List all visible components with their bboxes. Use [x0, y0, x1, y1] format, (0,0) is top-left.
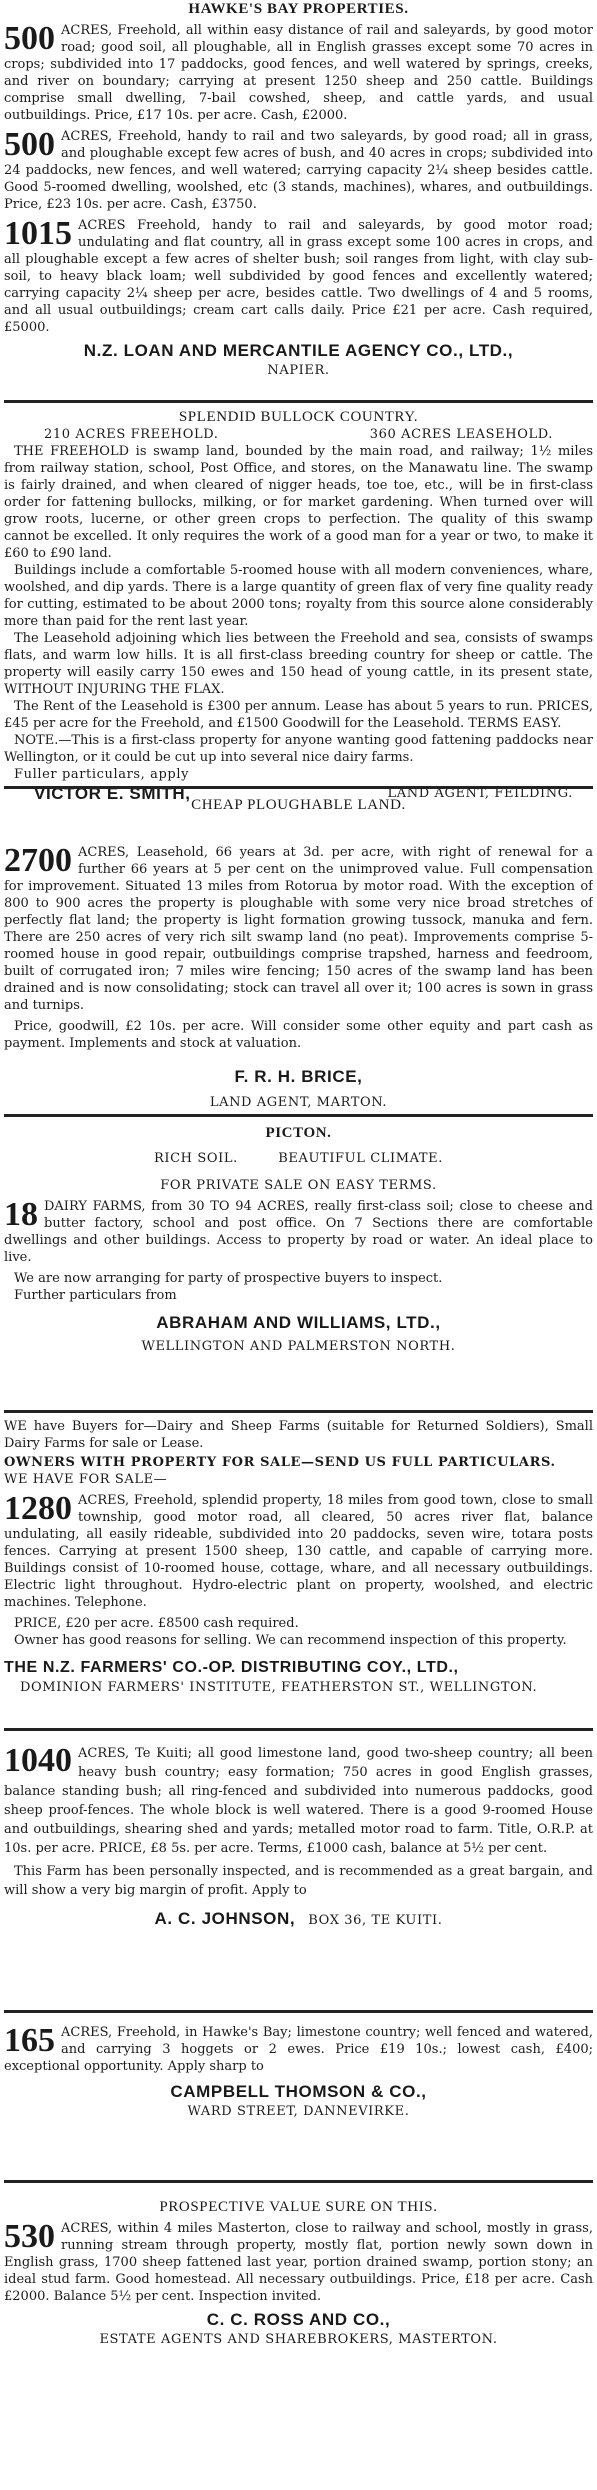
listing-text: ACRES, Freehold, handy to rail and two saleyards, by good road; all in grass, and ploughable except few acres of bush, and 40 acres in crops; subdivided into 24 paddocks, new fences, and well watered; carrying capacity 2¼ sheep besides cattle. Good 5-roomed dwelling, woolshed, etc (3 stands, machines), whares, and outbuildings. Price, £23 10s. per acre. Cash, £3750. [4, 129, 593, 212]
price-text: PRICE, £20 per acre. £8500 cash required. [14, 1616, 299, 1631]
listing [4, 2024, 593, 2075]
newspaper-page [4, 0, 593, 2490]
divider [4, 786, 593, 789]
agent-name: THE N.Z. FARMERS' CO.-OP. DISTRIBUTING COY., LTD., [4, 1659, 459, 1676]
for-sale-heading: WE HAVE FOR SALE— [4, 1472, 168, 1487]
agent-address: WELLINGTON AND PALMERSTON NORTH. [141, 1339, 456, 1354]
acreage-number: 500 [4, 128, 55, 163]
acreage-number: 1015 [4, 217, 72, 252]
paragraph: NOTE.—This is a first-class property for anyone wanting good fattening paddocks near Wellington, or it could be cut up into several nice dairy farms. [4, 733, 593, 765]
listing-text: ACRES, Leasehold, 66 years at 3d. per acre, with right of renewal for a further 66 years at 5 per cent on the unimproved value. Full compensation for improvement. Situated 13 miles from Rotorua by motor road. With the exception of 800 to 900 acres the property is ploughable with some very nice broad stretches of perfectly flat land; the property is light formation growing tussock, manuka and fern. There are 250 acres of very rich silt swamp land (no peat). Improvements comprise 5-roomed house in good repair, outbuildings comprise trapshed, harness and feedroom, built of corrugated iron; 7 miles wire fencing; 150 acres of the swamp land has been drained and is now consolidating; stock can travel all over it; 100 acres is sown in grass and turnips. [4, 845, 593, 1013]
bullock-country-ad [4, 408, 593, 805]
agent-line [4, 1908, 593, 1930]
further-line: Fuller particulars, apply [14, 767, 190, 782]
listing-text: ACRES Freehold, handy to rail and saleyards, by good motor road; undulating and flat country, all in grass except some 100 acres in crops, and all ploughable except a few acres of shelter bush; soil ranges from light, with clay sub-soil, to heavy black loam; well subdivided by good fences and excellently watered; carrying capacity 2¼ sheep per acre, besides cattle. Two dwellings of 4 and 5 rooms, and all usual outbuildings; cream cart calls daily. Price £21 per acre. Cash required, £5000. [4, 218, 593, 335]
agent-name: CAMPBELL THOMSON & CO., [170, 2082, 427, 2101]
sale-terms: FOR PRIVATE SALE ON EASY TERMS. [160, 1178, 437, 1193]
agent-name: ABRAHAM AND WILLIAMS, LTD., [156, 1313, 441, 1332]
divider [4, 2180, 593, 2183]
hawkes-165-ad [4, 2020, 593, 2120]
acreage-number: 165 [4, 2024, 55, 2059]
acreage-line [4, 426, 593, 443]
freehold-acres: 210 ACRES FREEHOLD. [44, 427, 219, 442]
agent-title: LAND AGENT, FEILDING. [387, 786, 573, 801]
subtitle-line [4, 1142, 593, 1167]
listing [4, 1744, 593, 1858]
listing-text: ACRES, within 4 miles Masterton, close to railway and school, mostly in grass, running stream through property, mostly flat, portion newly sown down in English grass, 1700 sheep fattened last year, portion drained swamp, portion stony; an ideal stud farm. Good homestead. All necessary outbuildings. Price, £18 per acre. Cash £2000. Balance 5½ per cent. Inspection invited. [4, 2221, 593, 2304]
subtitle-right: BEAUTIFUL CLIMATE. [278, 1151, 443, 1166]
paragraph: We are now arranging for party of prospective buyers to inspect. [14, 1271, 443, 1286]
divider [4, 400, 593, 403]
paragraph: The Rent of the Leasehold is £300 per annum. Lease has about 5 years to run. PRICES, £45 per acre for the Freehold, and £1500 Goodwill for the Leasehold. TERMS EASY. [4, 699, 593, 731]
hawkes-bay-ad [4, 0, 593, 379]
ad-title: HAWKE'S BAY PROPERTIES. [188, 1, 409, 17]
agent-address: BOX 36, TE KUITI. [308, 1913, 443, 1928]
further-line: Further particulars from [14, 1288, 177, 1303]
picton-ad [4, 1124, 593, 1355]
subtitle-left: RICH SOIL. [154, 1151, 238, 1166]
cheap-land-ad [4, 796, 593, 1111]
agent-name: VICTOR E. SMITH, [34, 784, 191, 803]
listing [4, 1198, 593, 1266]
agent-title: LAND AGENT, MARTON. [209, 1095, 388, 1110]
ad-title: SPLENDID BULLOCK COUNTRY. [178, 409, 419, 425]
listing-text: ACRES, Freehold, in Hawke's Bay; limestone country; well fenced and watered, and carrying 3 hoggets or 2 ewes. Price £19 10s.; lowest cash, £400; exceptional opportunity. Apply sharp to [4, 2025, 593, 2074]
acreage-number: 1280 [4, 1492, 72, 1527]
agent-address: DOMINION FARMERS' INSTITUTE, FEATHERSTON ST., WELLINGTON. [20, 1680, 538, 1695]
paragraph: THE FREEHOLD is swamp land, bounded by the main road, and railway; 1½ miles from railway station, school, Post Office, and stores, on the Manawatu line. The swamp is fairly drained, and when cleared of nigger heads, toe toe, etc., will be in first-class order for fattening bullocks, milking, or for market gardening. When turned over will grow roots, lucerne, or other green crops to perfection. The quality of this swamp cannot be excelled. It only requires the work of a good man for a year or two, to make it £60 to £90 land. [4, 444, 593, 561]
acreage-number: 1040 [4, 1744, 72, 1779]
price-text: Price, goodwill, £2 10s. per acre. Will consider some other equity and part cash as payment. Implements and stock at valuation. [4, 1019, 593, 1051]
listing [4, 217, 593, 336]
agent-name: C. C. ROSS AND CO., [206, 2310, 391, 2329]
divider [4, 2010, 593, 2013]
listing [4, 844, 593, 1014]
agent-name: A. C. JOHNSON, [154, 1909, 296, 1928]
ad-title: CHEAP PLOUGHABLE LAND. [191, 797, 406, 813]
agent-name: F. R. H. BRICE, [234, 1067, 363, 1086]
listing [4, 128, 593, 213]
divider [4, 1410, 593, 1413]
acreage-number: 530 [4, 2220, 55, 2255]
listing-text: ACRES, Te Kuiti; all good limestone land, good two-sheep country; all been heavy bush country; easy formation; 750 acres in good English grasses, balance standing bush; all ring-fenced and subdivided into numerous paddocks, good sheep proof-fences. The whole block is well watered. There is a good 9-roomed House and outbuildings, shearing shed and yards; metalled motor road to farm. Title, O.R.P. at 10s. per acre. PRICE, £8 5s. per acre. Terms, £1000 cash, balance at 5½ per cent. [4, 1746, 593, 1856]
paragraph: The Leasehold adjoining which lies between the Freehold and sea, consists of swamps flats, and warm low hills. It is all first-class breeding country for sheep or cattle. The property will easily carry 150 ewes and 150 head of young cattle, in its present state, WITHOUT INJURING THE FLAX. [4, 631, 593, 697]
listing [4, 22, 593, 124]
listing-text: ACRES, Freehold, splendid property, 18 miles from good town, close to small township, good motor road, all cleared, 50 acres river flat, balance undulating, all easily rideable, subdivided into 20 paddocks, seven wire, totara posts fences. Carrying at present 1500 sheep, 130 cattle, and capable of carrying more. Buildings consist of 10-roomed house, cottage, whare, and all necessary outbuildings. Electric light throughout. Hydro-electric plant on property, woolshed, and electric machines. Telephone. [4, 1493, 593, 1610]
agent-name: N.Z. LOAN AND MERCANTILE AGENCY CO., LTD., [83, 341, 514, 360]
listing-text: DAIRY FARMS, from 30 TO 94 ACRES, really first-class soil; close to cheese and butter factory, school and post office. On 7 Sections there are comfortable dwellings and other buildings. Access to property by road or water. An ideal place to live. [4, 1199, 593, 1265]
ad-title: PICTON. [265, 1125, 332, 1141]
ad-title: PROSPECTIVE VALUE SURE ON THIS. [159, 2199, 438, 2215]
owner-note: Owner has good reasons for selling. We can recommend inspection of this property. [14, 1633, 567, 1648]
masterton-ad [4, 2198, 593, 2348]
listing-text: ACRES, Freehold, all within easy distance of rail and saleyards, by good motor road; good soil, all ploughable, all in English grasses except some 70 acres in crops; subdivided into 17 paddocks, good fences, and well watered by springs, creeks, and river on boundary; carrying at present 1250 sheep and 250 cattle. Buildings comprise small dwelling, 7-bail cowshed, sheep, and cattle yards, and usual outbuildings. Price, £17 10s. per acre. Cash, £2000. [4, 23, 593, 123]
inspection-note: This Farm has been personally inspected, and is recommended as a great bargain, and will show a very big margin of profit. Apply to [4, 1864, 593, 1898]
acreage-number: 2700 [4, 844, 72, 879]
listing [4, 2220, 593, 2305]
divider [4, 1114, 593, 1117]
te-kuiti-ad [4, 1740, 593, 1930]
agent-place: NAPIER. [267, 363, 330, 378]
acreage-number: 500 [4, 22, 55, 57]
listing [4, 1492, 593, 1611]
divider [4, 1728, 593, 1731]
paragraph: Buildings include a comfortable 5-roomed house with all modern conveniences, whare, woolshed, and dip yards. There is a large quantity of green flax of very fine quality ready for cutting, estimated to be about 2000 tons; royalty from this source alone considerably more than paid for the rent last year. [4, 563, 593, 629]
buyers-intro: WE have Buyers for—Dairy and Sheep Farms (suitable for Returned Soldiers), Small Dairy Farms for sale or Lease. [4, 1419, 593, 1451]
agent-address: ESTATE AGENTS AND SHAREBROKERS, MASTERTON. [99, 2332, 498, 2347]
farmers-coop-ad [4, 1418, 593, 1696]
owners-heading: OWNERS WITH PROPERTY FOR SALE—SEND US FULL PARTICULARS. [4, 1455, 556, 1470]
leasehold-acres: 360 ACRES LEASEHOLD. [369, 427, 553, 442]
acreage-number: 18 [4, 1198, 38, 1233]
agent-address: WARD STREET, DANNEVIRKE. [187, 2104, 410, 2119]
